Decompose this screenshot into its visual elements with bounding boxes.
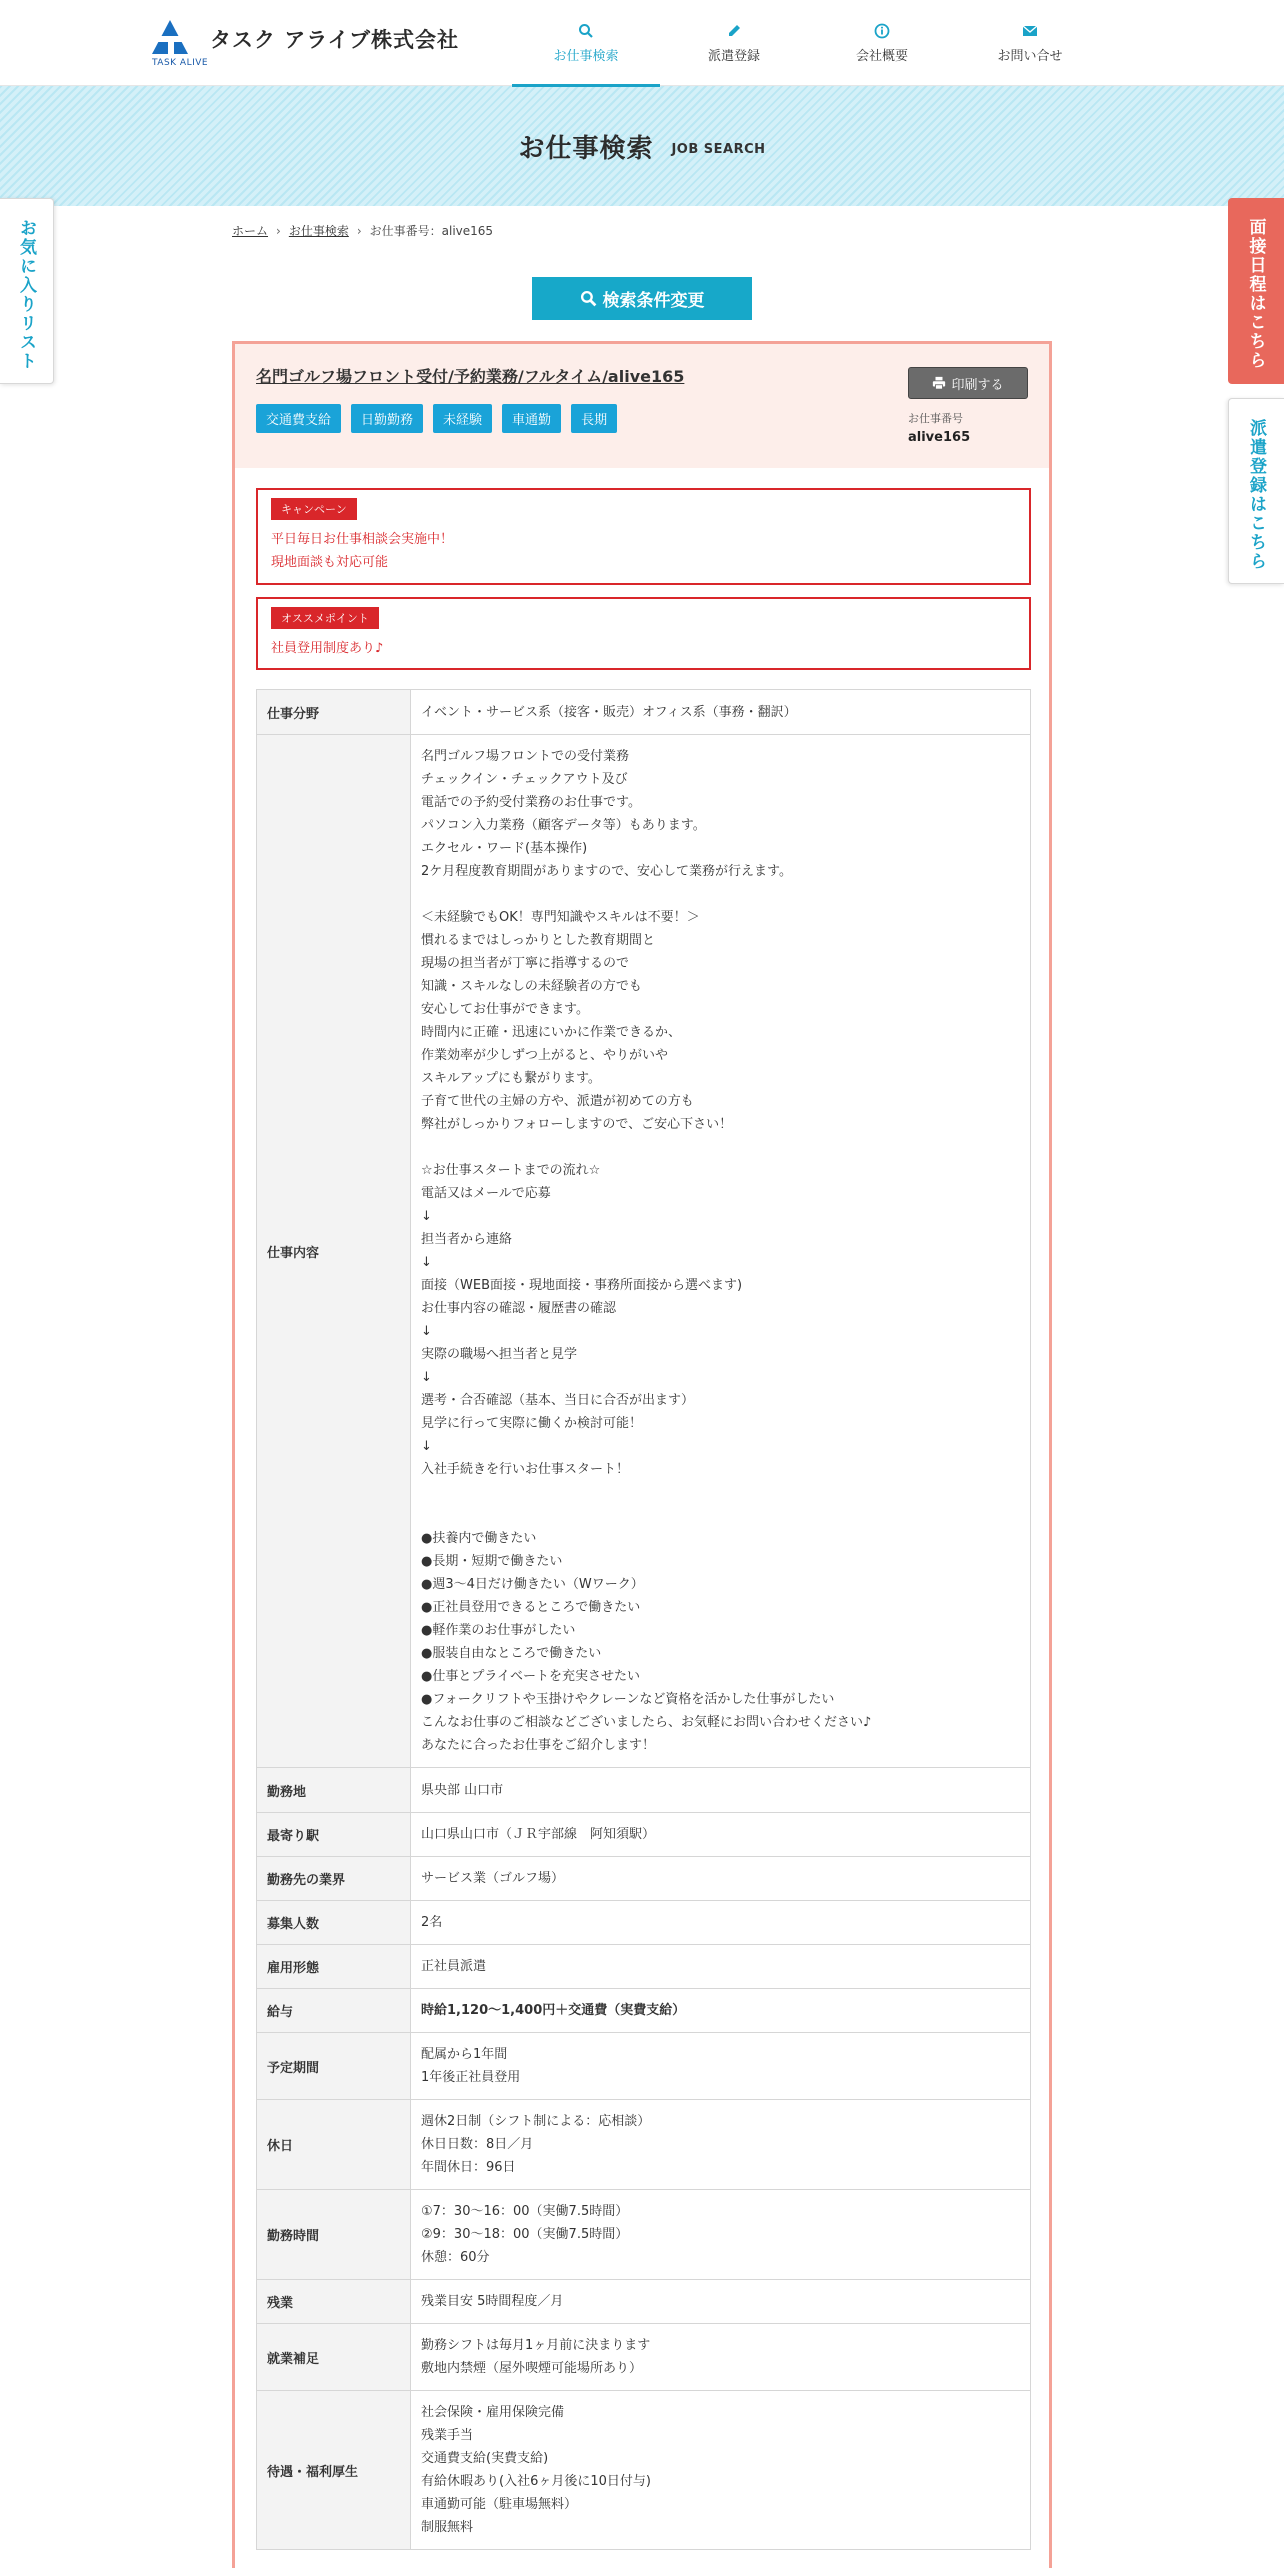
campaign-line: 現地面談も対応可能: [271, 555, 389, 570]
row-label: 残業: [257, 2280, 411, 2324]
row-value: ①7：30～16：00（実働7.5時間） ②9：30～18：00（実働7.5時間） 休憩：60分: [411, 2190, 1031, 2280]
nav-job-search[interactable]: [512, 0, 660, 86]
row-label: 最寄り駅: [257, 1813, 411, 1857]
search-icon: [578, 23, 594, 39]
row-value: イベント・サービス系（接客・販売）オフィス系（事務・翻訳）: [411, 690, 1031, 735]
favorites-tab-label: お気に入りリスト: [16, 219, 36, 371]
job-number: alive165: [908, 430, 971, 445]
interview-tab-label: 面接日程はこちら: [1245, 218, 1266, 370]
row-value: 週休2日制（シフト制による：応相談） 休日日数：8日／月 年間休日：96日: [411, 2100, 1031, 2190]
row-label: 仕事分野: [257, 690, 411, 735]
change-search-button[interactable]: [532, 277, 752, 320]
recommend-line: 社員登用制度あり♪: [271, 641, 384, 656]
row-label: 待遇・福利厚生: [257, 2391, 411, 2550]
row-label: 雇用形態: [257, 1945, 411, 1989]
print-label: 印刷する: [951, 377, 1004, 393]
change-search-label: 検索条件変更: [602, 291, 705, 311]
nav-label: 派遣登録: [707, 48, 760, 64]
row-label: 休日: [257, 2100, 411, 2190]
table-row: [257, 1989, 1031, 2033]
page-title: お仕事検索: [518, 133, 654, 164]
row-label: 予定期間: [257, 2033, 411, 2100]
page-subtitle: JOB SEARCH: [671, 141, 766, 157]
info-icon: [874, 23, 890, 39]
printer-icon: [932, 376, 946, 390]
job-tag: 未経験: [433, 404, 492, 433]
interview-schedule-tab[interactable]: [1228, 198, 1284, 384]
page-hero: [0, 86, 1284, 206]
nav-label: 会社概要: [855, 48, 908, 64]
row-value: 正社員派遣: [411, 1945, 1031, 1989]
job-title[interactable]: 名門ゴルフ場フロント受付/予約業務/フルタイム/alive165: [256, 367, 685, 386]
job-tag: 交通費支給: [256, 404, 341, 433]
table-row: [257, 2190, 1031, 2280]
logo-text: タスク アライブ株式会社: [210, 28, 460, 52]
envelope-icon: [1022, 23, 1038, 39]
job-tag: 車通勤: [502, 404, 561, 433]
row-value: サービス業（ゴルフ場）: [411, 1857, 1031, 1901]
row-value: 残業目安 5時間程度／月: [411, 2280, 1031, 2324]
breadcrumb-home[interactable]: ホーム: [232, 224, 269, 238]
table-row: [257, 690, 1031, 735]
salary-value: 時給1,120～1,400円＋交通費（実費支給）: [411, 1989, 1031, 2033]
table-row: [257, 1901, 1031, 1945]
campaign-badge: キャンペーン: [271, 498, 357, 520]
search-icon: [580, 290, 597, 307]
row-label: 給与: [257, 1989, 411, 2033]
row-value: 山口県山口市（ＪＲ宇部線 阿知須駅）: [411, 1813, 1031, 1857]
table-row: [257, 1857, 1031, 1901]
recommend-box: [256, 597, 1031, 670]
job-number-label: お仕事番号: [908, 412, 963, 425]
row-value: 県央部 山口市: [411, 1768, 1031, 1813]
row-value: 社会保険・雇用保険完備 残業手当 交通費支給(実費支給) 有給休暇あり(入社6ヶ月後に10日付与) 車通勤可能（駐車場無料） 制服無料: [411, 2391, 1031, 2550]
row-value: 配属から1年間 1年後正社員登用: [411, 2033, 1031, 2100]
nav-registration[interactable]: [660, 0, 808, 86]
breadcrumb-current: お仕事番号：alive165: [369, 224, 494, 238]
logo-subtext: TASK ALIVE: [152, 58, 209, 68]
row-label: 勤務先の業界: [257, 1857, 411, 1901]
job-tag: 長期: [571, 404, 617, 433]
job-tags: [256, 404, 617, 433]
table-row: [257, 2100, 1031, 2190]
main-nav: [512, 0, 1104, 86]
job-info-table: [256, 689, 1031, 2550]
row-value: 名門ゴルフ場フロントでの受付業務 チェックイン・チェックアウト及び 電話での予約受付業務のお仕事です。 パソコン入力業務（顧客データ等）もあります。 エクセル・ワード(基本操作) 2ケ月程度教育期間がありますので、安心して業務が行えます。 ＜未経験でもOK！専門知識やスキルは不要！＞ 慣れるまではしっかりとした教育期間と 現場の担当者が丁寧に指導するので 知識・スキルなしの未経験者の方でも 安心してお仕事ができます。 時間内に正確・迅速にいかに作業できるか、 作業効率が少しずつ上がると、やりがいや スキルアップにも繋がります。 子育て世代の主婦の方や、派遣が初めての方も 弊社がしっかりフォローしますので、ご安心下さい！ ☆お仕事スタートまでの流れ☆ 電話又はメールで応募 ↓ 担当者から連絡 ↓ 面接（WEB面接・現地面接・事務所面接から選べます) お仕事内容の確認・履歴書の確認 ↓ 実際の職場へ担当者と見学 ↓ 選考・合否確認（基本、当日に合否が出ます） 見学に行って実際に働くか検討可能！ ↓ 入社手続きを行いお仕事スタート！ ●扶養内で働きたい ●長期・短期で働きたい ●週3～4日だけ働きたい（Wワーク） ●正社員登用できるところで働きたい ●軽作業のお仕事がしたい ●服装自由なところで働きたい ●仕事とプライベートを充実させたい ●フォークリフトや玉掛けやクレーンなど資格を活かした仕事がしたい こんなお仕事のご相談などございましたら、お気軽にお問い合わせください♪ あなたに合ったお仕事をご紹介します！: [411, 735, 1031, 1768]
nav-company[interactable]: [808, 0, 956, 86]
chevron-right-icon: ›: [276, 223, 281, 238]
chevron-right-icon: ›: [356, 223, 362, 238]
campaign-line: 平日毎日お仕事相談会実施中！: [271, 532, 454, 547]
table-row: [257, 1945, 1031, 1989]
row-label: 仕事内容: [257, 735, 411, 1768]
site-header: [0, 0, 1284, 86]
logo[interactable]: [150, 18, 459, 68]
logo-mark: [150, 18, 209, 68]
row-value: 2名: [411, 1901, 1031, 1945]
breadcrumb-job-search[interactable]: お仕事検索: [288, 224, 349, 238]
favorites-tab[interactable]: [0, 198, 54, 384]
recommend-badge: オススメポイント: [271, 607, 379, 629]
row-label: 就業補足: [257, 2324, 411, 2391]
table-row: [257, 1768, 1031, 1813]
row-label: 勤務時間: [257, 2190, 411, 2280]
row-value: 勤務シフトは毎月1ヶ月前に決まります 敷地内禁煙（屋外喫煙可能場所あり）: [411, 2324, 1031, 2391]
table-row: [257, 2280, 1031, 2324]
table-row: [257, 735, 1031, 1768]
campaign-box: [256, 488, 1031, 585]
table-row: [257, 2033, 1031, 2100]
nav-label: お問い合せ: [997, 48, 1063, 64]
registration-tab[interactable]: [1228, 398, 1284, 584]
table-row: [257, 2324, 1031, 2391]
table-row: [257, 2391, 1031, 2550]
row-label: 募集人数: [257, 1901, 411, 1945]
registration-tab-label: 派遣登録はこちら: [1246, 419, 1266, 571]
table-row: [257, 1813, 1031, 1857]
job-card: [232, 341, 1052, 2568]
nav-label: お仕事検索: [553, 48, 619, 64]
breadcrumb: [232, 222, 493, 239]
job-card-header: [235, 344, 1049, 468]
row-label: 勤務地: [257, 1768, 411, 1813]
print-button[interactable]: [908, 367, 1028, 399]
nav-contact[interactable]: [956, 0, 1104, 86]
pencil-icon: [726, 23, 742, 39]
job-tag: 日勤勤務: [351, 404, 423, 433]
